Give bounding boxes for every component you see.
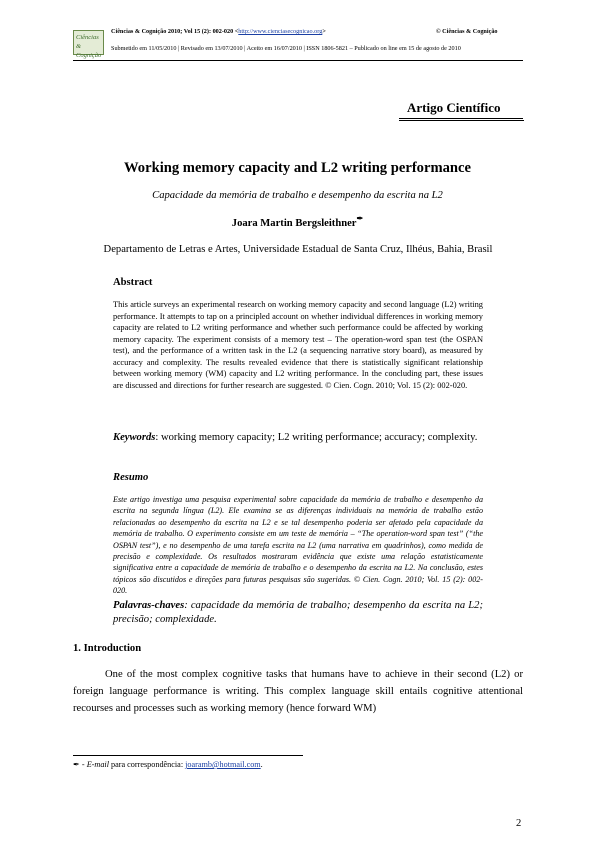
pen-icon: ✒: [356, 214, 364, 223]
pen-icon: ✒: [73, 760, 80, 769]
palavras-chaves-label: Palavras-chaves: [113, 600, 185, 611]
header-citation: Ciências & Cognição 2010; Vol 15 (2): 002-020 <http://www.cienciasecognicao.org>: [111, 28, 326, 35]
palavras-chaves: [113, 599, 483, 626]
email-link[interactable]: joaramb@hotmail.com: [185, 760, 261, 769]
paper-title: Working memory capacity and L2 writing performance: [124, 160, 471, 176]
introduction-heading: 1. Introduction: [73, 643, 142, 654]
journal-logo: [73, 30, 104, 59]
logo-text: Ciências & Cognição: [76, 34, 102, 59]
author-line: [0, 214, 595, 229]
header-dates: Submetido em 11/05/2010 | Revisado em 13/07/2010 | Aceito em 16/07/2010 | ISSN 1806-5821 – Publicado on line em 15 de agosto de 2010: [111, 45, 461, 52]
abstract-text: This article surveys an experimental research on working memory capacity and second language (L2) writing performance. It attempts to tap on a principled account on whether individual differences in working memory capacity are related to L2 writing performance and whether such performance could be affected by working memory capacity. The experiment consists of a memory test – The operation-word span test (the OSPAN test), and the performance of a written task in the L2 (a sequencing narrative story board), as measured by accuracy and complexity. The results revealed evidence that there is statistically significant relationship between working memory (WM) capacity and L2 writing performance. In the concluding part, these issues are discussed and directions for further research are suggested. © Cien. Cogn. 2010; Vol. 15 (2): 002-020.: [113, 300, 483, 390]
paper-subtitle: Capacidade da memória de trabalho e desempenho da escrita na L2: [152, 190, 443, 201]
footnote-rule: [73, 755, 303, 756]
keywords-list: : working memory capacity; L2 writing performance; accuracy; complexity.: [155, 432, 478, 443]
header-journal: © Ciências & Cognição: [436, 28, 498, 35]
journal-url-link[interactable]: http://www.cienciasecognicao.org: [238, 28, 323, 35]
section-label-box: [399, 98, 523, 119]
palavras-chaves-list: : capacidade da memória de trabalho; desempenho da escrita na L2; precisão; complexidade.: [113, 600, 483, 625]
header-rule: [73, 60, 523, 61]
introduction-paragraph: One of the most complex cognitive tasks that humans have to achieve in their second (L2) or foreign language performance is writing. This complex language skill entails cognitive attentional recourses and processes such as working memory (hence forward WM): [73, 669, 523, 714]
section-rule: [399, 120, 524, 121]
author-name: Joara Martin Bergsleithner: [231, 218, 357, 229]
affiliation: Departamento de Letras e Artes, Universidade Estadual de Santa Cruz, Ilhéus, Bahia, Brasil: [103, 244, 493, 255]
keywords-label: Keywords: [113, 432, 156, 443]
keywords: [113, 431, 483, 444]
resumo-text: Este artigo investiga uma pesquisa experimental sobre capacidade da memória de trabalho e desempenho da escrita na segunda língua (L2). Ele examina se as diferenças individuais na memória de trabalho estão relacionadas ao desempenho da escrita na L2 e se tal desempenho poderia ser afetado pela capacidade da memória de trabalho. O experimento consiste em um teste de memória – “The operation-word span test” (“the OSPAN test”), e no desempenho de uma tarefa escrita na L2 (uma narrativa em quadrinhos), como medida de precisão e complexidade. Os resultados mostraram evidência que existe uma relação estatisticamente significativa entre a capacidade de memória de trabalho e o desempenho da escrita na L2. Na conclusão, estes tópicos são discutidos e direções para futuras pesquisas são sugeridas. © Cien. Cogn. 2010; Vol. 15 (2): 002-020.: [113, 495, 483, 596]
abstract-heading: Abstract: [113, 277, 153, 288]
resumo-heading: Resumo: [113, 472, 149, 483]
page-number: 2: [516, 818, 522, 829]
section-label: Artigo Científico: [407, 100, 501, 115]
footnote: ✒ - E-mail para correspondência: joaramb@hotmail.com.: [73, 760, 263, 769]
